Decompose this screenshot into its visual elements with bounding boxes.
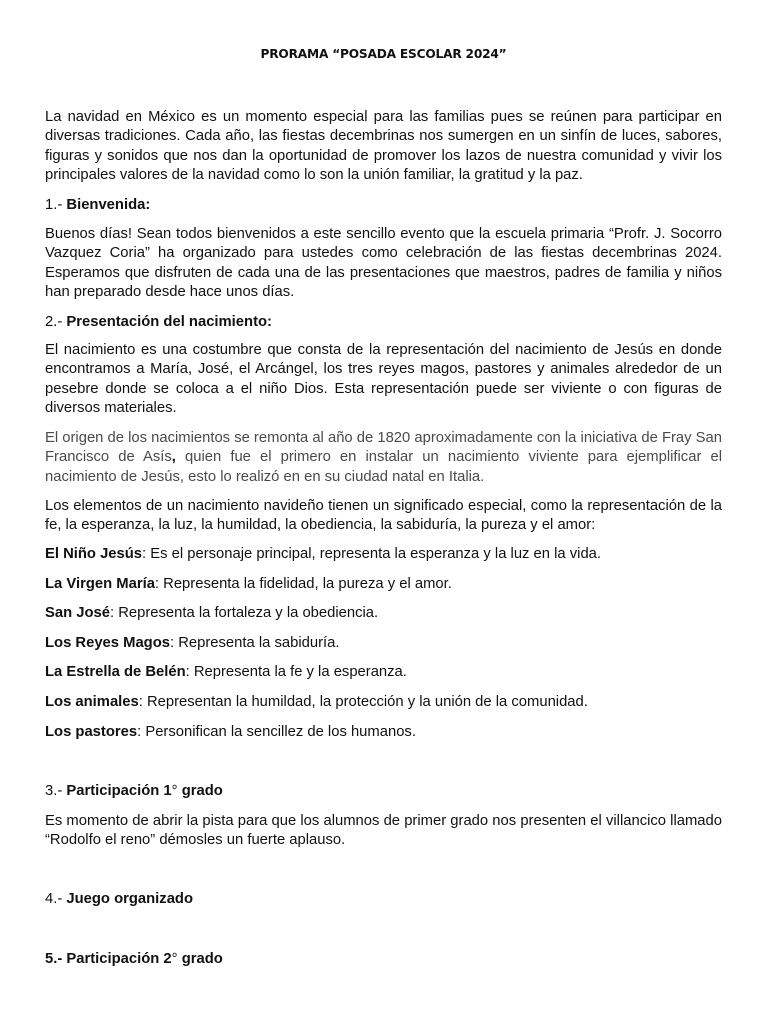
section-3-number: 3.- <box>45 783 67 799</box>
section-1-number: 1.- <box>45 197 67 213</box>
element-item <box>45 575 722 594</box>
elements-intro-paragraph: Los elementos de un nacimiento navideño tienen un significado especial, como la representación de la fe, la esperanza, la luz, la humildad, la obediencia, la sabiduría, la pureza y el amor: <box>45 498 722 534</box>
section-3-paragraph: Es momento de abrir la pista para que los alumnos de primer grado nos presenten el villancico llamado “Rodolfo el reno” démosles un fuerte aplauso. <box>45 813 722 849</box>
origin-comma: , <box>171 449 176 466</box>
element-name: El Niño Jesús <box>45 546 143 562</box>
degree-symbol: ° <box>171 951 178 967</box>
element-name: Los Reyes Magos <box>45 635 170 651</box>
section-3-title-grade: grado <box>177 783 223 799</box>
section-3-title-text: Participación 1 <box>66 783 172 799</box>
section-4-heading <box>45 890 722 909</box>
program-title: PRORAMA “POSADA ESCOLAR 2024” <box>260 47 507 61</box>
section-4-number: 4.- <box>45 891 67 907</box>
element-description: : Representa la sabiduría. <box>170 635 340 651</box>
section-3-title <box>66 783 222 799</box>
nacimiento-paragraph: El nacimiento es una costumbre que consta de la representación del nacimiento de Jesús en donde encontramos a María, José, el Arcángel, los tres reyes magos, pastores y animales alrededor de un pesebre donde se coloca a el niño Dios. Esta representación puede ser viviente o con figuras de diversos materiales. <box>45 342 722 416</box>
element-name: La Virgen María <box>45 576 155 592</box>
element-item <box>45 634 722 653</box>
element-item <box>45 693 722 712</box>
section-5-heading <box>45 950 722 969</box>
element-item <box>45 663 722 682</box>
section-5-title-text: Participación 2 <box>66 951 172 967</box>
section-2-heading <box>45 313 722 332</box>
origin-text-a: El origen de los nacimientos se remonta al año de 1820 aproximadamente con la iniciativa de Fray San Francisco de Asís <box>45 430 722 466</box>
welcome-paragraph: Buenos días! Sean todos bienvenidos a este sencillo evento que la escuela primaria “Profr. J. Socorro Vazquez Coria” ha organizado para ustedes como celebración de las fiestas decembrinas 2024. Esperamos que disfruten de cada una de las presentaciones que maestros, padres de familia y niños han preparado desde hace unos días. <box>45 226 722 300</box>
element-description: : Representa la fe y la esperanza. <box>185 664 407 680</box>
section-2-title: Presentación del nacimiento: <box>66 314 272 330</box>
element-item <box>45 604 722 623</box>
section-4-title: Juego organizado <box>66 891 193 907</box>
element-description: : Representa la fidelidad, la pureza y el amor. <box>154 576 452 592</box>
element-name: La Estrella de Belén <box>45 664 186 680</box>
origin-paragraph <box>45 429 722 487</box>
element-name: Los animales <box>45 694 139 710</box>
section-5-title <box>66 951 222 967</box>
intro-paragraph: La navidad en México es un momento especial para las familias pues se reúnen para participar en diversas tradiciones. Cada año, las fiestas decembrinas nos sumergen en un sinfín de luces, sabores, figuras y sonidos que nos dan la oportunidad de promover los lazos de nuestra comunidad y vivir los principales valores de la navidad como lo son la unión familiar, la gratitud y la paz. <box>45 109 722 183</box>
section-1-title: Bienvenida: <box>66 197 151 213</box>
element-item <box>45 723 722 742</box>
element-name: Los pastores <box>45 724 138 740</box>
origin-text-b: quien fue el primero en instalar un nacimiento viviente para ejemplificar el nacimiento de Jesús, esto lo realizó en en su ciudad natal en Italia. <box>45 449 722 485</box>
section-2-number: 2.- <box>45 314 67 330</box>
section-1-heading <box>45 196 722 215</box>
element-description: : Representa la fortaleza y la obediencia. <box>109 605 379 621</box>
element-item <box>45 545 722 564</box>
section-3-heading <box>45 782 722 801</box>
section-5-number: 5.- <box>45 951 67 967</box>
section-5-title-grade: grado <box>177 951 223 967</box>
element-description: : Es el personaje principal, representa la esperanza y la luz en la vida. <box>142 546 602 562</box>
degree-symbol: ° <box>171 783 178 799</box>
element-name: San José <box>45 605 110 621</box>
element-description: : Representan la humildad, la protección y la unión de la comunidad. <box>138 694 588 710</box>
element-description: : Personifican la sencillez de los humanos. <box>137 724 416 740</box>
